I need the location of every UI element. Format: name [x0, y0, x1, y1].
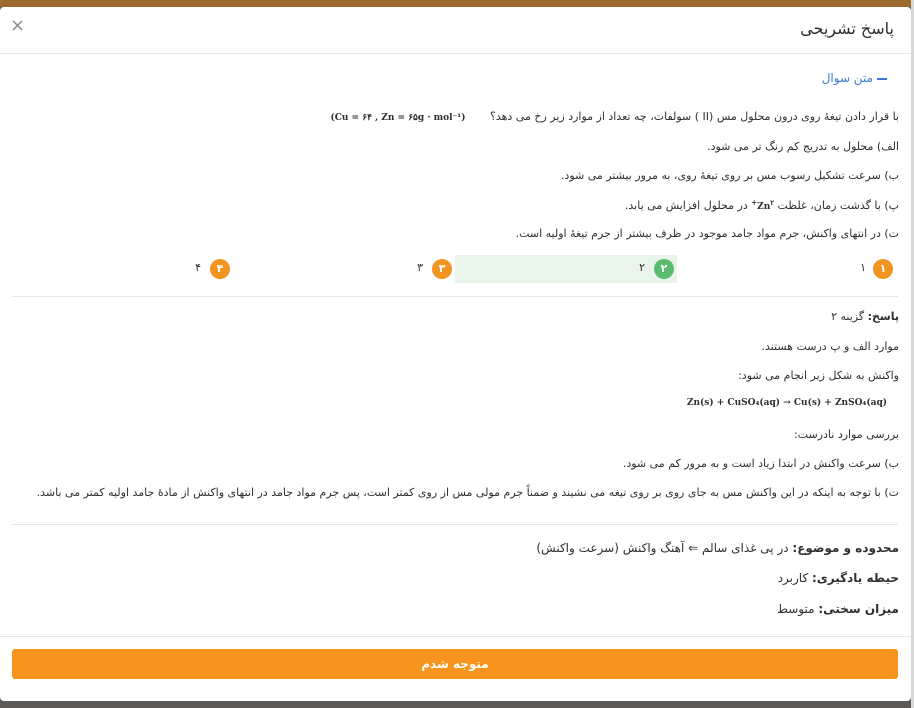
option-3[interactable] — [233, 255, 455, 283]
question-toggle-label: متن سوال — [821, 71, 873, 85]
answer-line-1: موارد الف و پ درست هستند. — [761, 340, 899, 353]
question-stem-text: با قرار دادن تیغهٔ روی درون محلول مس (II ) سولفات، چه تعداد از موارد زیر رخ می دهد؟ — [489, 110, 899, 123]
answer-label: پاسخ: — [867, 310, 899, 323]
scope-label: محدوده و موضوع: — [792, 541, 899, 555]
question-stem — [330, 110, 899, 123]
answer-line-3: بررسی موارد نادرست: — [793, 428, 899, 441]
question-item-pe — [625, 198, 899, 212]
question-item-alef: الف) محلول به تدریج کم رنگ تر می شود. — [707, 140, 899, 153]
confirm-button[interactable]: متوجه شدم — [12, 649, 898, 679]
atomic-mass-constants: (Cu = ۶۴ , Zn = ۶۵g · mol⁻¹) — [330, 113, 466, 123]
item-pe-before: پ) با گذشت زمان، غلظت — [777, 199, 899, 212]
answer-line-2: واکنش به شکل زیر انجام می شود: — [738, 369, 899, 382]
close-icon[interactable]: × — [10, 15, 26, 36]
divider — [12, 296, 898, 297]
zinc-ion-charge: ۲+ — [751, 198, 775, 207]
answer-line-4: ب) سرعت واکنش در ابتدا زیاد است و به مرور کم می شود. — [622, 457, 899, 470]
option-2[interactable] — [455, 255, 677, 283]
question-item-be: ب) سرعت تشکیل رسوب مس بر روی تیغهٔ روی، به مرور بیشتر می شود. — [560, 169, 899, 182]
scope-value: در پی غذای سالم ⇐ آهنگ واکنش (سرعت واکنش) — [536, 541, 789, 555]
divider — [12, 524, 898, 525]
question-item-te: ت) در انتهای واکنش، جرم مواد جامد موجود در ظرف بیشتر از جرم تیغهٔ اولیه است. — [515, 227, 899, 240]
option-2-label: ۲ — [639, 261, 645, 274]
learning-domain-row — [778, 571, 899, 585]
answer-choice: گزینه ۲ — [831, 310, 865, 323]
difficulty-label: میزان سختی: — [818, 602, 899, 616]
answer-heading — [831, 310, 899, 323]
option-4-badge: ۴ — [210, 259, 230, 279]
question-text-toggle[interactable] — [822, 71, 887, 85]
option-4-label: ۴ — [195, 261, 201, 274]
explanation-modal — [0, 7, 911, 701]
footer-divider — [0, 636, 911, 637]
item-pe-after: در محلول افزایش می یابد. — [624, 199, 748, 212]
zinc-ion — [751, 198, 775, 212]
option-3-label: ۳ — [417, 261, 423, 274]
option-4[interactable] — [12, 255, 233, 283]
answer-line-5: ت) با توجه به اینکه در این واکنش مس به جای روی بر روی تیغه می نشیند و ضمناً جرم مولی مس از روی کمتر است، پس جرم مواد جامد در انتهای واکنش از مادهٔ جامد اولیه کمتر می باشد. — [36, 486, 899, 499]
zinc-ion-symbol: Zn — [757, 202, 771, 212]
option-1-badge: ۱ — [873, 259, 893, 279]
answer-options — [12, 255, 899, 283]
scope-row — [536, 541, 899, 555]
modal-title: پاسخ تشریحی — [800, 19, 894, 38]
learning-domain-value: کاربرد — [777, 571, 809, 585]
backdrop-strip — [0, 0, 914, 7]
option-3-badge: ۳ — [432, 259, 452, 279]
modal-header — [0, 7, 911, 54]
difficulty-value: متوسط — [776, 602, 815, 616]
option-2-badge: ۲ — [654, 259, 674, 279]
learning-domain-label: حیطه یادگیری: — [812, 571, 899, 585]
collapse-icon — [877, 78, 887, 80]
difficulty-row — [777, 602, 899, 616]
option-1-label: ۱ — [860, 261, 866, 274]
reaction-equation: Zn(s) + CuSO₄(aq) → Cu(s) + ZnSO₄(aq) — [686, 398, 887, 408]
option-1[interactable] — [676, 255, 898, 283]
